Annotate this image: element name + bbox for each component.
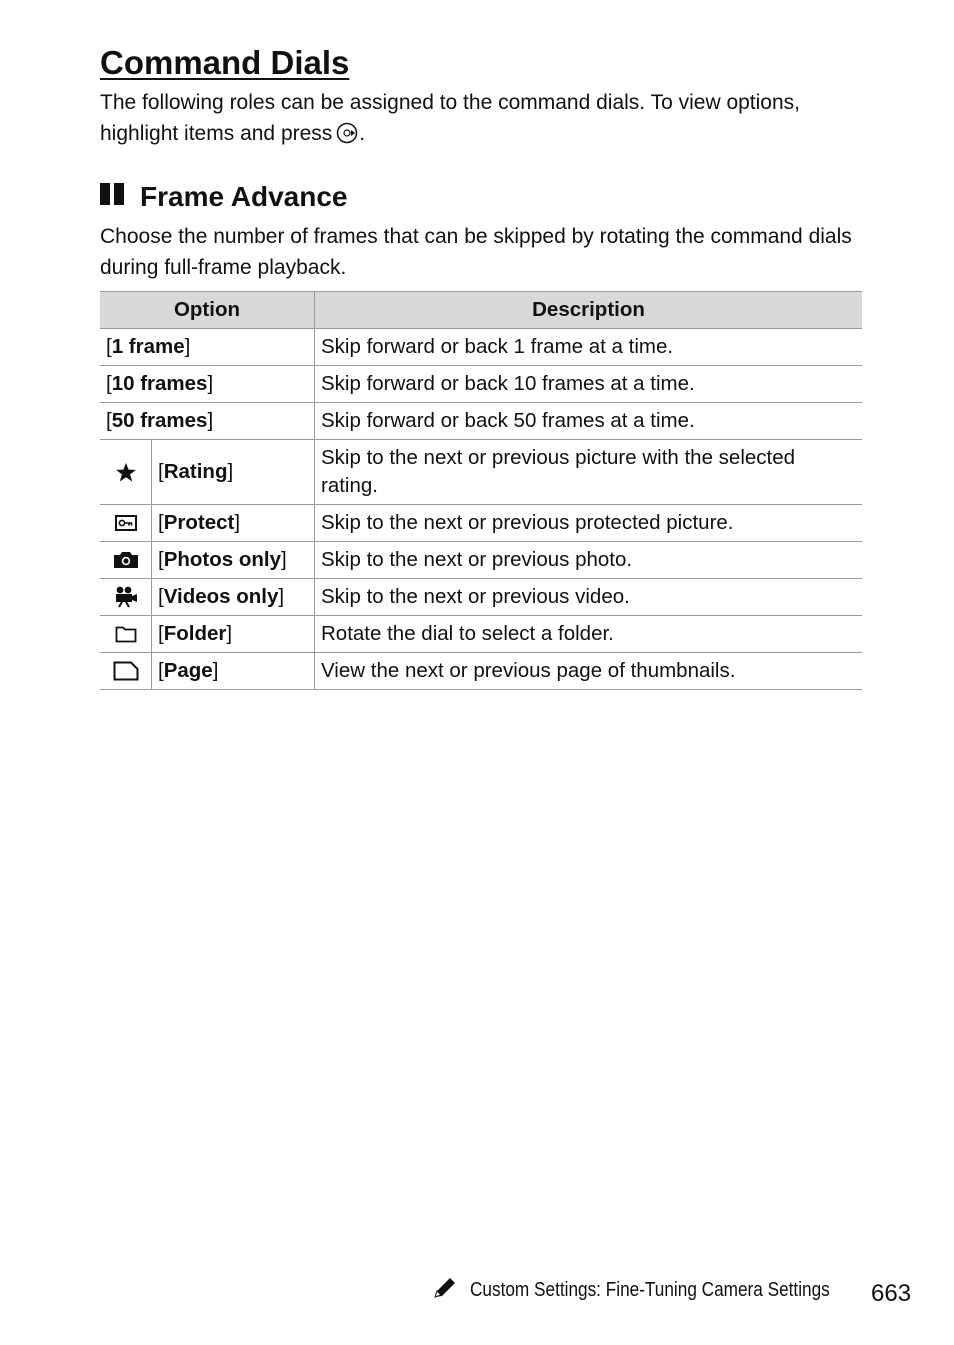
option-label: Photos only	[163, 548, 282, 571]
section-bars-icon	[100, 178, 126, 216]
page-number: 663	[871, 1280, 912, 1307]
option-label: 50 frames	[111, 409, 208, 432]
table-row	[100, 542, 862, 579]
intro-text	[100, 87, 860, 153]
icon-cell	[100, 542, 152, 579]
table-row	[100, 616, 862, 653]
icon-cell	[100, 505, 152, 542]
table-row	[100, 505, 862, 542]
page-title: Command Dials	[100, 44, 350, 81]
description-cell: Skip to the next or previous picture with the selected rating.	[315, 440, 863, 505]
option-label: Rating	[163, 460, 228, 483]
intro-end: .	[359, 122, 366, 145]
option-cell: [Rating]	[152, 440, 315, 505]
option-cell: [Videos only]	[152, 579, 315, 616]
page-footer	[432, 1276, 888, 1305]
description-cell: Rotate the dial to select a folder.	[315, 616, 863, 653]
multi-selector-right-icon	[336, 122, 358, 153]
option-cell: [Page]	[152, 653, 315, 690]
table-row	[100, 653, 862, 690]
movie-camera-icon	[114, 586, 138, 608]
star-icon	[115, 462, 137, 483]
option-label: Page	[163, 659, 213, 682]
option-label: 10 frames	[111, 372, 208, 395]
table-row	[100, 579, 862, 616]
description-cell: Skip forward or back 10 frames at a time.	[315, 366, 863, 403]
icon-cell	[100, 653, 152, 690]
page-icon	[113, 661, 139, 681]
table-row	[100, 440, 862, 505]
icon-cell	[100, 616, 152, 653]
icon-cell	[100, 440, 152, 505]
intro-body: The following roles can be assigned to the command dials. To view options, highlight items and press	[100, 91, 801, 145]
option-label: Folder	[163, 622, 227, 645]
section-description: Choose the number of frames that can be skipped by rotating the command dials during full-frame playback.	[100, 225, 852, 279]
description-cell: Skip to the next or previous photo.	[315, 542, 863, 579]
icon-cell	[100, 579, 152, 616]
option-cell: [Protect]	[152, 505, 315, 542]
table-row	[100, 403, 862, 440]
pencil-icon	[432, 1276, 458, 1305]
section-heading	[100, 178, 348, 216]
table-header-row	[100, 292, 862, 329]
option-label: Videos only	[163, 585, 279, 608]
option-label: 1 frame	[111, 335, 185, 358]
description-cell: Skip forward or back 1 frame at a time.	[315, 329, 863, 366]
footer-text: Custom Settings: Fine-Tuning Camera Settings	[470, 1279, 830, 1301]
options-table	[100, 291, 862, 690]
description-cell: Skip to the next or previous protected picture.	[315, 505, 863, 542]
table-row	[100, 366, 862, 403]
description-cell: Skip to the next or previous video.	[315, 579, 863, 616]
option-cell: [1 frame]	[100, 329, 315, 366]
header-description: Description	[315, 292, 863, 329]
folder-icon	[115, 625, 137, 643]
option-cell: [50 frames]	[100, 403, 315, 440]
option-cell: [10 frames]	[100, 366, 315, 403]
section-heading-text: Frame Advance	[140, 181, 348, 212]
camera-icon	[113, 551, 139, 569]
option-cell: [Folder]	[152, 616, 315, 653]
protect-key-icon	[115, 515, 137, 531]
option-label: Protect	[163, 511, 235, 534]
option-cell: [Photos only]	[152, 542, 315, 579]
description-cell: Skip forward or back 50 frames at a time.	[315, 403, 863, 440]
description-cell: View the next or previous page of thumbnails.	[315, 653, 863, 690]
header-option: Option	[100, 292, 315, 329]
table-row	[100, 329, 862, 366]
